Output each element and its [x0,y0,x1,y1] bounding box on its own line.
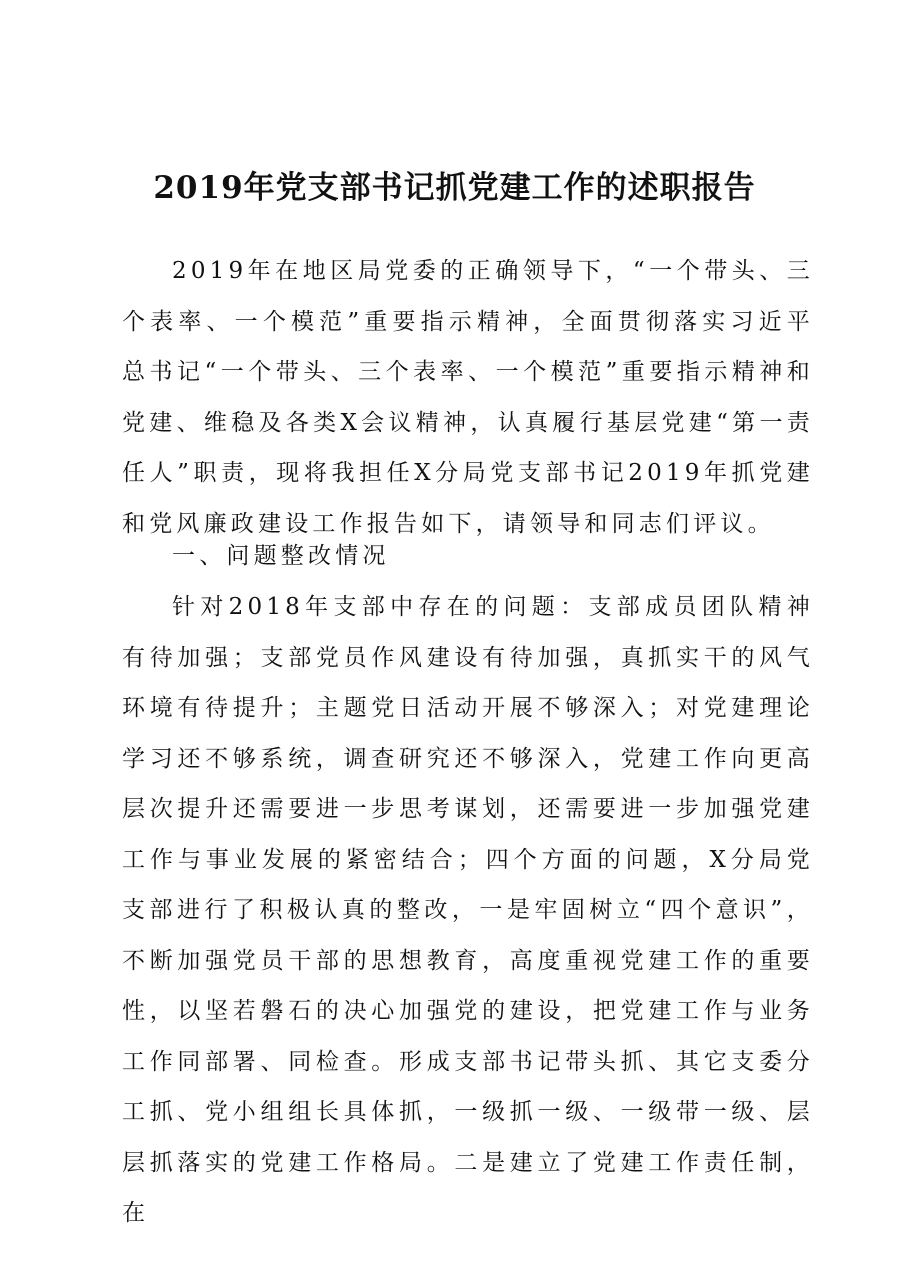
section-heading: 一、问题整改情况 [172,543,390,569]
intro-paragraph: 2019年在地区局党委的正确领导下，“一个带头、三个表率、一个模范”重要指示精神，全面贯彻落实习近平总书记“一个带头、三个表率、一个模范”重要指示精神和党建、维稳及各类X会议精神，认真履行基层党建“第一责任人”职责，现将我担任X分局党支部书记2019年抓党建和党风廉政建设工作报告如下，请领导和同志们评议。 [122,258,814,537]
document-title: 2019年党支部书记抓党建工作的述职报告 [153,170,756,206]
section-paragraph: 针对2018年支部中存在的问题：支部成员团队精神有待加强；支部党员作风建设有待加强，真抓实干的风气环境有待提升；主题党日活动开展不够深入；对党建理论学习还不够系统，调查研究还不够深入，党建工作向更高层次提升还需要进一步思考谋划，还需要进一步加强党建工作与事业发展的紧密结合；四个方面的问题，X分局党支部进行了积极认真的整改，一是牢固树立“四个意识”，不断加强党员干部的思想教育，高度重视党建工作的重要性，以坚若磐石的决心加强党的建设，把党建工作与业务工作同部署、同检查。形成支部书记带头抓、其它支委分工抓、党小组组长具体抓，一级抓一级、一级带一级、层层抓落实的党建工作格局。二是建立了党建工作责任制，在 [122,594,814,1226]
